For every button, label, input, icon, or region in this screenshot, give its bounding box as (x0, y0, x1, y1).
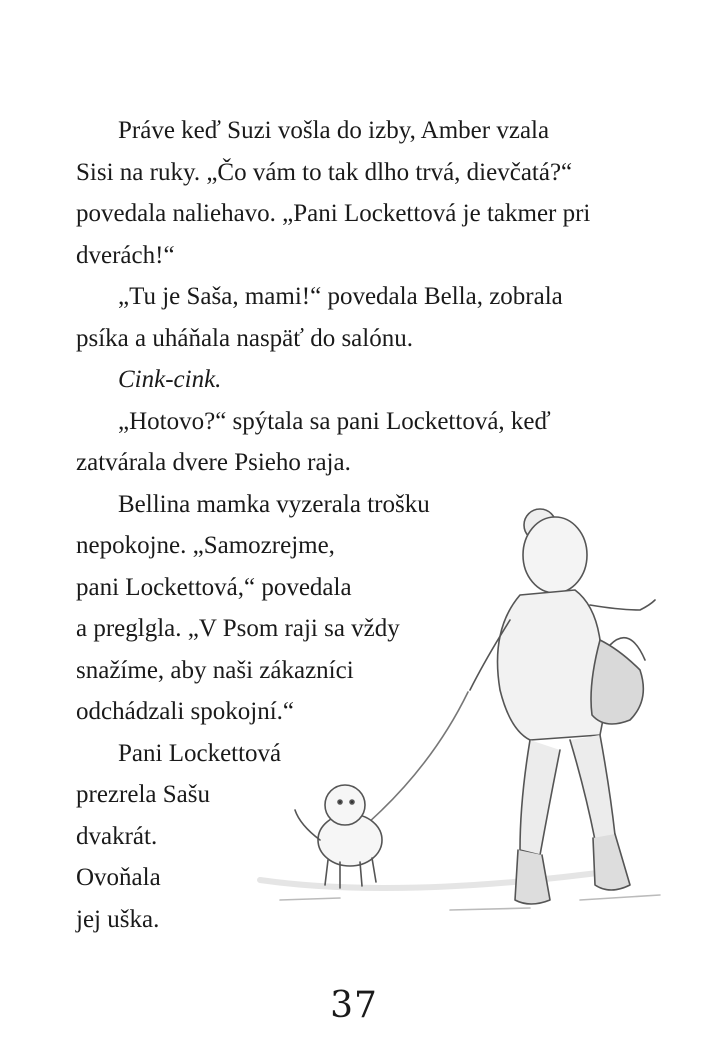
page-number: 37 (330, 985, 378, 1026)
text-line: odchádzali spokojní.“ (76, 698, 294, 725)
text-line: jej uška. (76, 905, 160, 933)
text-line: Práve keď Suzi vošla do izby, Amber vzala (118, 117, 550, 144)
text-line: „Tu je Saša, mami!“ povedala Bella, zobrala (118, 283, 563, 310)
text-line: snažíme, aby naši zákazníci (76, 656, 354, 684)
text-line: Sisi na ruky. „Čo vám to tak dlho trvá, dievčatá?“ (76, 158, 573, 186)
text-line: „Hotovo?“ spýtala sa pani Lockettová, keď (118, 407, 551, 435)
text-line: a preglgla. „V Psom raji sa vždy (76, 615, 400, 642)
text-line: dverách!“ (76, 241, 175, 269)
text-line: povedala naliehavo. „Pani Lockettová je takmer pri (76, 200, 591, 227)
text-line: Ovoňala (76, 864, 161, 891)
text-line: Pani Lockettová (118, 739, 282, 767)
text-line: psíka a uháňala naspäť do salónu. (76, 324, 413, 352)
woman-walking-dog-illustration (200, 430, 700, 970)
text-line: prezrela Sašu (76, 781, 210, 808)
text-line: Bellina mamka vyzerala trošku (118, 490, 430, 518)
text-line: zatvárala dvere Psieho raja. (76, 449, 351, 476)
text-line: pani Lockettová,“ povedala (76, 573, 352, 601)
text-line: nepokojne. „Samozrejme, (76, 532, 335, 559)
text-line-italic: Cink-cink. (118, 366, 222, 393)
text-line: dvakrát. (76, 822, 158, 850)
